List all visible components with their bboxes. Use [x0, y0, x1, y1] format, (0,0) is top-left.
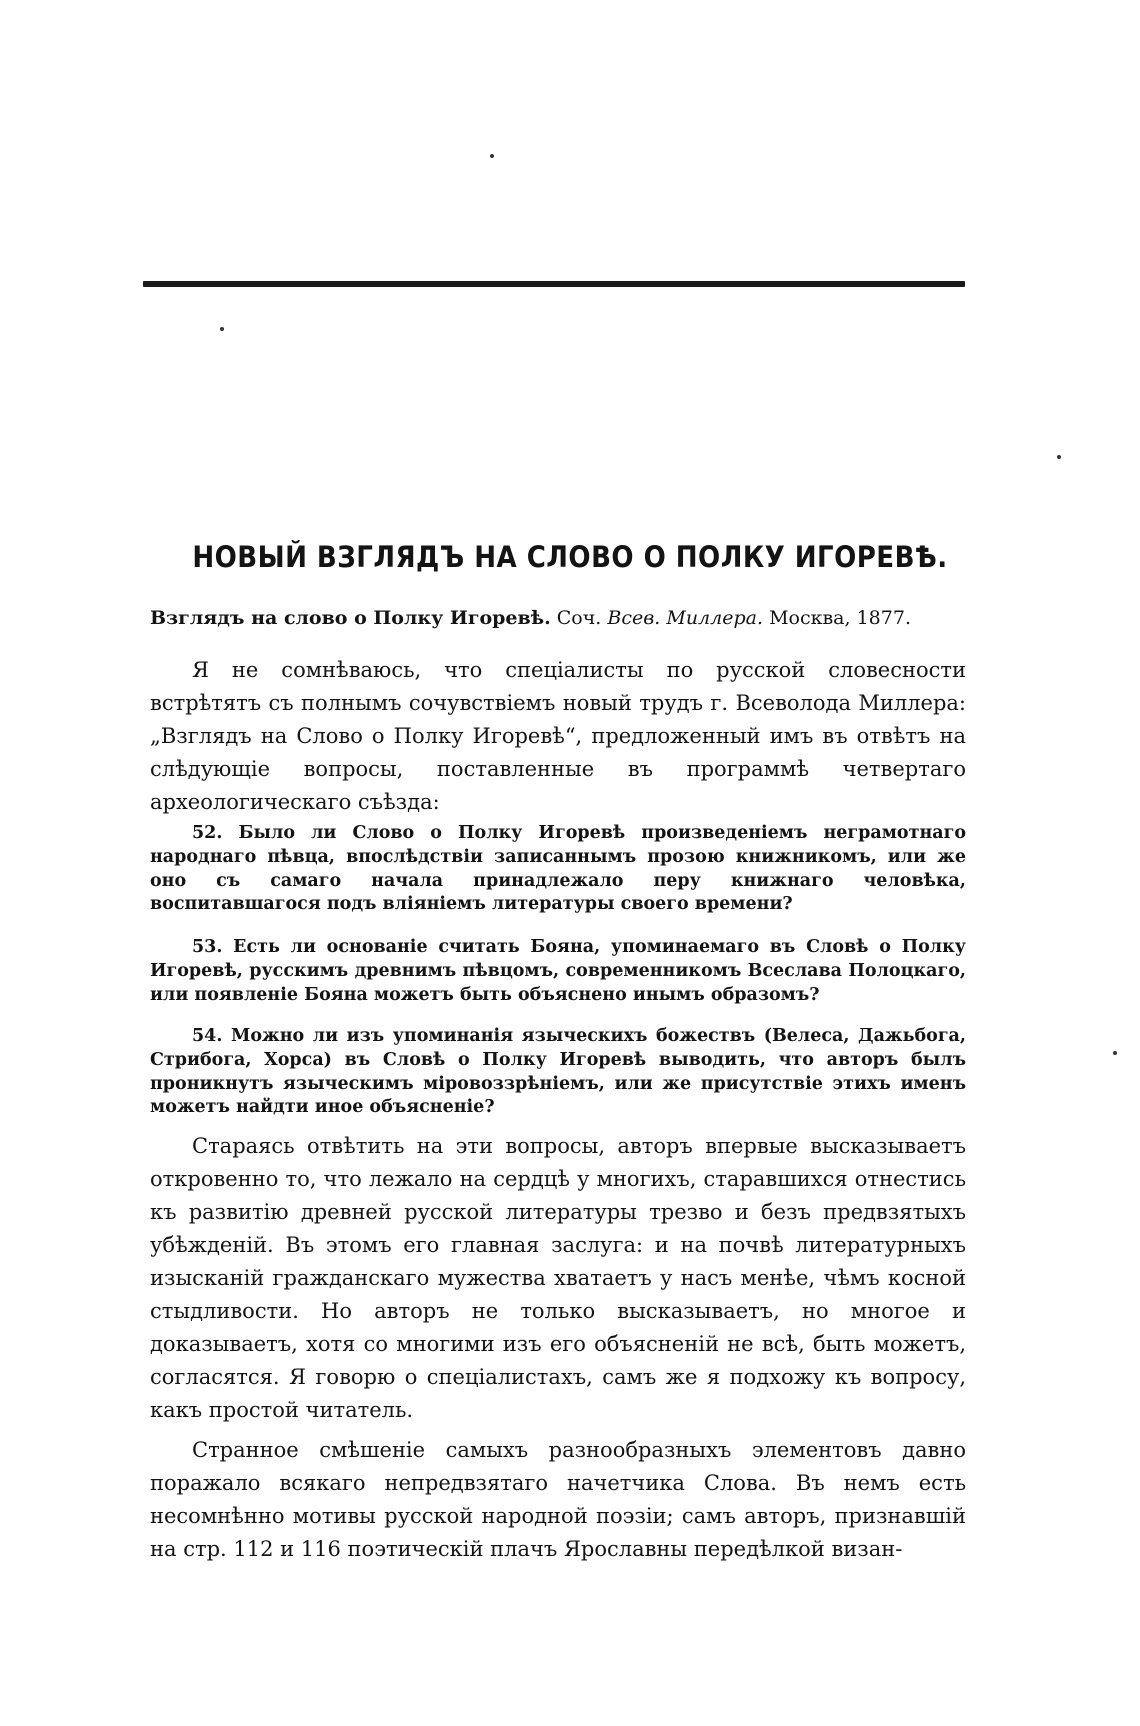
mixture-paragraph: Странное смѣшеніе самыхъ разнообразныхъ элементовъ давно поражало всякаго непредвзятаго начетчика Слова. Въ немъ есть несомнѣнно мотивы русской народной поэзіи; самъ авторъ, признавшій на стр. 112 и 116 поэтическій плачъ Ярославны передѣлкой визан-: [150, 1438, 966, 1561]
question-54: 54. Можно ли изъ упоминанія языческихъ божествъ (Велеса, Дажьбога, Стрибога, Хорса) въ Словѣ о Полку Игоревѣ выводить, что авторъ былъ проникнутъ языческимъ міровоззрѣніемъ, или же присутствіе этихъ именъ можетъ найдти иное объясненіе?: [150, 1026, 966, 1118]
answer-paragraph: Стараясь отвѣтить на эти вопросы, авторъ впервые высказываетъ откровенно то, что лежало на сердцѣ у многихъ, старавшихся отнестись къ развитію древней русской литературы трезво и безъ предвзятыхъ убѣжденій. Въ этомъ его главная заслуга: и на почвѣ литературныхъ изысканій гражданскаго мужества хватаетъ у насъ менѣе, чѣмъ косной стыдливости. Но авторъ не только высказываетъ, но многое и доказываетъ, хотя со многими изъ его объясненій не всѣ, быть можетъ, согласятся. Я говорю о спеціалистахъ, самъ же я подхожу къ вопросу, какъ простой читатель.: [150, 1134, 966, 1422]
print-speck: [220, 327, 224, 331]
print-speck: [1113, 1051, 1117, 1055]
question-52: 52. Было ли Слово о Полку Игоревѣ произведеніемъ неграмотнаго народнаго пѣвца, впослѣдствіи записаннымъ прозою книжникомъ, или же оно съ самаго начала принадлежало перу книжнаго человѣка, воспитавшагося подъ вліяніемъ литературы своего времени?: [150, 823, 966, 915]
citation-place-year: Москва, 1877.: [769, 607, 911, 629]
intro-paragraph: Я не сомнѣваюсь, что спеціалисты по русской словесности встрѣтятъ съ полнымъ сочувствіемъ новый трудъ г. Всеволода Миллера: „Взглядъ на Слово о Полку Игоревѣ“, предложенный имъ въ отвѣтъ на слѣдующіе вопросы, поставленные въ программѣ четвертаго археологическаго съѣзда:: [150, 658, 966, 814]
header-rule: [143, 281, 965, 287]
article-title: НОВЫЙ ВЗГЛЯДЪ НА СЛОВО О ПОЛКУ ИГОРЕВѢ.: [192, 540, 948, 574]
citation-line: [150, 607, 966, 629]
print-speck: [1057, 455, 1061, 459]
citation-author: Всев. Миллера.: [607, 607, 764, 629]
citation-work: Взглядъ на слово о Полку Игоревѣ.: [150, 607, 551, 629]
citation-author-prefix: Соч.: [556, 607, 602, 629]
print-speck: [490, 154, 494, 158]
question-53: 53. Есть ли основаніе считать Бояна, упоминаемаго въ Словѣ о Полку Игоревѣ, русскимъ древнимъ пѣвцомъ, современникомъ Всеслава Полоцкаго, или появленіе Бояна можетъ быть объяснено инымъ образомъ?: [150, 937, 966, 1005]
